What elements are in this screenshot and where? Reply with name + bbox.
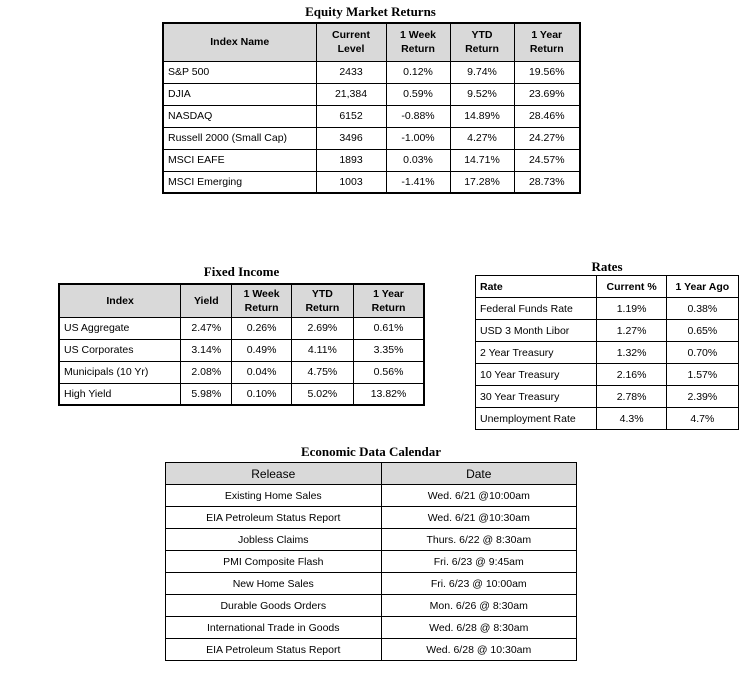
equity-cell: 21,384	[316, 83, 386, 105]
rates-cell: 2.39%	[666, 386, 738, 408]
rates-cell: 1.32%	[597, 342, 666, 364]
rates-row	[476, 408, 739, 430]
equity-cell: 9.52%	[450, 83, 514, 105]
calendar-row	[166, 595, 577, 617]
equity-cell: 17.28%	[450, 171, 514, 193]
equity-header-4: 1 Year Return	[514, 23, 580, 61]
fixed-income-header-1: Yield	[181, 284, 232, 317]
rates-cell: 4.7%	[666, 408, 738, 430]
rates-cell: Unemployment Rate	[476, 408, 597, 430]
fixed-income-row	[59, 317, 424, 339]
rates-cell: 10 Year Treasury	[476, 364, 597, 386]
calendar-cell: Fri. 6/23 @ 10:00am	[381, 573, 576, 595]
equity-title: Equity Market Returns	[305, 4, 436, 19]
fixed-income-cell: 0.56%	[354, 361, 424, 383]
fixed-income-cell: 5.02%	[291, 383, 353, 405]
rates-row	[476, 386, 739, 408]
calendar-cell: Wed. 6/28 @ 8:30am	[381, 617, 576, 639]
calendar-cell: EIA Petroleum Status Report	[166, 639, 382, 661]
calendar-table	[165, 462, 577, 661]
equity-header-1: Current Level	[316, 23, 386, 61]
equity-cell: 9.74%	[450, 61, 514, 83]
fixed-income-table	[58, 283, 425, 406]
rates-row	[476, 320, 739, 342]
calendar-header-1: Date	[381, 463, 576, 485]
equity-cell: 28.73%	[514, 171, 580, 193]
rates-cell: 0.38%	[666, 298, 738, 320]
fixed-income-cell: 0.61%	[354, 317, 424, 339]
rates-cell: 2.78%	[597, 386, 666, 408]
calendar-row	[166, 485, 577, 507]
calendar-cell: Durable Goods Orders	[166, 595, 382, 617]
equity-header-0: Index Name	[163, 23, 316, 61]
calendar-cell: Jobless Claims	[166, 529, 382, 551]
equity-row	[163, 171, 580, 193]
equity-cell: -1.00%	[386, 127, 450, 149]
calendar-cell: Thurs. 6/22 @ 8:30am	[381, 529, 576, 551]
calendar-title: Economic Data Calendar	[300, 444, 442, 459]
fixed-income-header-2: 1 Week Return	[232, 284, 291, 317]
equity-cell: MSCI Emerging	[163, 171, 316, 193]
fixed-income-header-0: Index	[59, 284, 181, 317]
fixed-income-header-4: 1 Year Return	[354, 284, 424, 317]
fixed-income-cell: US Aggregate	[59, 317, 181, 339]
calendar-row	[166, 639, 577, 661]
calendar-cell: PMI Composite Flash	[166, 551, 382, 573]
equity-row	[163, 105, 580, 127]
equity-cell: 14.71%	[450, 149, 514, 171]
fixed-income-cell: 2.08%	[181, 361, 232, 383]
rates-cell: 2 Year Treasury	[476, 342, 597, 364]
rates-table	[475, 275, 739, 430]
calendar-cell: New Home Sales	[166, 573, 382, 595]
calendar-cell: Wed. 6/21 @10:00am	[381, 485, 576, 507]
fixed-income-cell: 0.04%	[232, 361, 291, 383]
rates-row	[476, 298, 739, 320]
fixed-income-cell: US Corporates	[59, 339, 181, 361]
equity-cell: 14.89%	[450, 105, 514, 127]
calendar-cell: Wed. 6/21 @10:30am	[381, 507, 576, 529]
fixed-income-cell: Municipals (10 Yr)	[59, 361, 181, 383]
rates-cell: Federal Funds Rate	[476, 298, 597, 320]
rates-cell: 0.70%	[666, 342, 738, 364]
equity-cell: -0.88%	[386, 105, 450, 127]
calendar-row	[166, 551, 577, 573]
rates-header-2: 1 Year Ago	[666, 276, 738, 298]
equity-header-3: YTD Return	[450, 23, 514, 61]
rates-cell: 1.57%	[666, 364, 738, 386]
calendar-row	[166, 573, 577, 595]
rates-cell: USD 3 Month Libor	[476, 320, 597, 342]
equity-cell: 23.69%	[514, 83, 580, 105]
equity-cell: 2433	[316, 61, 386, 83]
rates-row	[476, 364, 739, 386]
rates-header-0: Rate	[476, 276, 597, 298]
calendar-cell: Existing Home Sales	[166, 485, 382, 507]
fixed-income-cell: High Yield	[59, 383, 181, 405]
calendar-cell: Mon. 6/26 @ 8:30am	[381, 595, 576, 617]
equity-cell: 19.56%	[514, 61, 580, 83]
fixed-income-cell: 0.49%	[232, 339, 291, 361]
equity-cell: 0.12%	[386, 61, 450, 83]
equity-cell: 1893	[316, 149, 386, 171]
equity-cell: -1.41%	[386, 171, 450, 193]
fixed-income-cell: 13.82%	[354, 383, 424, 405]
calendar-header-0: Release	[166, 463, 382, 485]
rates-cell: 4.3%	[597, 408, 666, 430]
equity-table	[162, 22, 581, 194]
rates-cell: 1.19%	[597, 298, 666, 320]
rates-cell: 2.16%	[597, 364, 666, 386]
calendar-row	[166, 617, 577, 639]
fixed-income-row	[59, 361, 424, 383]
fixed-income-header-3: YTD Return	[291, 284, 353, 317]
fixed-income-cell: 0.26%	[232, 317, 291, 339]
fixed-income-cell: 3.14%	[181, 339, 232, 361]
fixed-income-cell: 3.35%	[354, 339, 424, 361]
fixed-income-row	[59, 339, 424, 361]
rates-header-1: Current %	[597, 276, 666, 298]
calendar-cell: Fri. 6/23 @ 9:45am	[381, 551, 576, 573]
rates-cell: 1.27%	[597, 320, 666, 342]
calendar-cell: EIA Petroleum Status Report	[166, 507, 382, 529]
equity-row	[163, 127, 580, 149]
equity-cell: 0.03%	[386, 149, 450, 171]
rates-cell: 30 Year Treasury	[476, 386, 597, 408]
fixed-income-cell: 4.75%	[291, 361, 353, 383]
rates-title: Rates	[591, 259, 623, 274]
equity-row	[163, 149, 580, 171]
equity-cell: 0.59%	[386, 83, 450, 105]
equity-row	[163, 61, 580, 83]
calendar-row	[166, 529, 577, 551]
equity-cell: 24.27%	[514, 127, 580, 149]
rates-cell: 0.65%	[666, 320, 738, 342]
fixed-income-cell: 4.11%	[291, 339, 353, 361]
calendar-row	[166, 507, 577, 529]
fixed-income-row	[59, 383, 424, 405]
equity-cell: 1003	[316, 171, 386, 193]
calendar-cell: Wed. 6/28 @ 10:30am	[381, 639, 576, 661]
equity-cell: DJIA	[163, 83, 316, 105]
equity-cell: NASDAQ	[163, 105, 316, 127]
equity-cell: 3496	[316, 127, 386, 149]
equity-cell: 24.57%	[514, 149, 580, 171]
fixed-income-cell: 2.47%	[181, 317, 232, 339]
equity-cell: 28.46%	[514, 105, 580, 127]
equity-row	[163, 83, 580, 105]
equity-cell: 4.27%	[450, 127, 514, 149]
equity-cell: MSCI EAFE	[163, 149, 316, 171]
rates-row	[476, 342, 739, 364]
fixed-income-cell: 2.69%	[291, 317, 353, 339]
fixed-income-title: Fixed Income	[203, 264, 280, 279]
fixed-income-cell: 0.10%	[232, 383, 291, 405]
calendar-cell: International Trade in Goods	[166, 617, 382, 639]
equity-header-2: 1 Week Return	[386, 23, 450, 61]
equity-cell: S&P 500	[163, 61, 316, 83]
equity-cell: 6152	[316, 105, 386, 127]
fixed-income-cell: 5.98%	[181, 383, 232, 405]
equity-cell: Russell 2000 (Small Cap)	[163, 127, 316, 149]
